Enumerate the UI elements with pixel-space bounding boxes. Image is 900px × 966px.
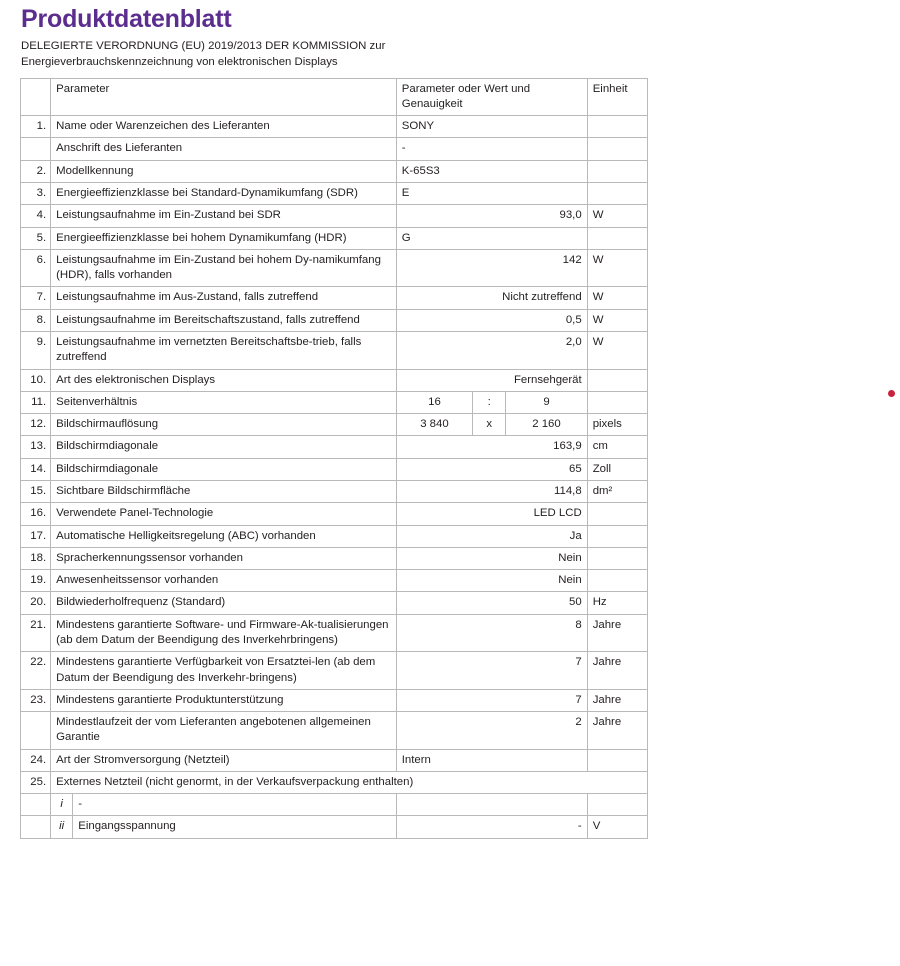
row-value: - (396, 816, 587, 838)
table-row-fullspan (21, 771, 648, 793)
row-parameter: Art des elektronischen Displays (51, 369, 397, 391)
table-row (21, 458, 648, 480)
row-parameter: Mindestens garantierte Software- und Firmware-Ak-tualisierungen (ab dem Datum der Beendigung des Inverkehrbringens) (51, 614, 397, 652)
table-row (21, 749, 648, 771)
row-unit (587, 749, 647, 771)
page-title: Produktdatenblatt (21, 5, 232, 33)
header-parameter: Parameter (51, 78, 397, 116)
table-row (21, 369, 648, 391)
row-value: 0,5 (396, 309, 587, 331)
row-number: 17. (21, 525, 51, 547)
row-number: 4. (21, 205, 51, 227)
row-unit (587, 503, 647, 525)
row-unit: W (587, 205, 647, 227)
row-value: Nicht zutreffend (396, 287, 587, 309)
table-row (21, 138, 648, 160)
row-parameter: Leistungsaufnahme im Ein-Zustand bei SDR (51, 205, 397, 227)
row-number: 22. (21, 652, 51, 690)
row-parameter: Leistungsaufnahme im vernetzten Bereitschaftsbe-trieb, falls zutreffend (51, 332, 397, 370)
table-row (21, 332, 648, 370)
table-row-roman (21, 794, 648, 816)
row-parameter: Automatische Helligkeitsregelung (ABC) vorhanden (51, 525, 397, 547)
subtitle-line-2: Energieverbrauchskennzeichnung von elektronischen Displays (21, 56, 338, 69)
table-header-row (21, 78, 648, 116)
row-number: 10. (21, 369, 51, 391)
row-value: Fernsehgerät (396, 369, 587, 391)
row-value: 163,9 (396, 436, 587, 458)
header-number (21, 78, 51, 116)
row-number: 16. (21, 503, 51, 525)
row-number: 7. (21, 287, 51, 309)
row-unit (587, 227, 647, 249)
row-unit: pixels (587, 414, 647, 436)
table-row-split (21, 391, 648, 413)
row-value: G (396, 227, 587, 249)
row-number: 6. (21, 249, 51, 287)
row-parameter: Leistungsaufnahme im Aus-Zustand, falls zutreffend (51, 287, 397, 309)
row-unit: W (587, 287, 647, 309)
row-number: 20. (21, 592, 51, 614)
product-datasheet-table (20, 78, 648, 839)
row-parameter: Energieeffizienzklasse bei Standard-Dynamikumfang (SDR) (51, 183, 397, 205)
row-parameter: Spracherkennungssensor vorhanden (51, 547, 397, 569)
row-parameter: Mindestlaufzeit der vom Lieferanten angebotenen allgemeinen Garantie (51, 712, 397, 750)
row-unit (587, 138, 647, 160)
row-unit (587, 183, 647, 205)
row-unit (587, 160, 647, 182)
header-unit: Einheit (587, 78, 647, 116)
table-row (21, 227, 648, 249)
row-value: Intern (396, 749, 587, 771)
table-row (21, 183, 648, 205)
row-number: 8. (21, 309, 51, 331)
row-unit: Hz (587, 592, 647, 614)
row-parameter: Leistungsaufnahme im Bereitschaftszustand, falls zutreffend (51, 309, 397, 331)
row-unit: Jahre (587, 712, 647, 750)
row-number: 9. (21, 332, 51, 370)
row-parameter: Bildwiederholfrequenz (Standard) (51, 592, 397, 614)
datasheet (20, 0, 648, 839)
table-row (21, 525, 648, 547)
row-unit: W (587, 332, 647, 370)
row-value: Ja (396, 525, 587, 547)
row-value: 2 (396, 712, 587, 750)
row-parameter: Art der Stromversorgung (Netzteil) (51, 749, 397, 771)
row-parameter: Sichtbare Bildschirmfläche (51, 480, 397, 502)
row-number (21, 816, 51, 838)
page-subtitle (20, 34, 491, 77)
table-row (21, 547, 648, 569)
row-value-b: 2 160 (506, 414, 587, 436)
row-unit (587, 391, 647, 413)
row-number: 25. (21, 771, 51, 793)
red-dot-marker (888, 390, 895, 397)
subtitle-line-1: DELEGIERTE VERORDNUNG (EU) 2019/2013 DER KOMMISSION zur (21, 40, 386, 53)
table-row (21, 614, 648, 652)
row-parameter: Energieeffizienzklasse bei hohem Dynamikumfang (HDR) (51, 227, 397, 249)
row-value: LED LCD (396, 503, 587, 525)
table-row (21, 689, 648, 711)
row-parameter: Bildschirmauflösung (51, 414, 397, 436)
row-value: SONY (396, 116, 587, 138)
row-fullspan-text: Externes Netzteil (nicht genormt, in der Verkaufsverpackung enthalten) (51, 771, 648, 793)
row-value: 50 (396, 592, 587, 614)
row-parameter: Anschrift des Lieferanten (51, 138, 397, 160)
table-row (21, 652, 648, 690)
row-number (21, 138, 51, 160)
row-number: 5. (21, 227, 51, 249)
table-row (21, 480, 648, 502)
table-row-split (21, 414, 648, 436)
row-number (21, 794, 51, 816)
row-parameter: Name oder Warenzeichen des Lieferanten (51, 116, 397, 138)
row-value-a: 16 (396, 391, 472, 413)
row-parameter: Seitenverhältnis (51, 391, 397, 413)
row-unit (587, 570, 647, 592)
row-value (396, 794, 587, 816)
row-number: 19. (21, 570, 51, 592)
row-parameter: Verwendete Panel-Technologie (51, 503, 397, 525)
row-unit: Jahre (587, 614, 647, 652)
table-row (21, 436, 648, 458)
table-row-roman (21, 816, 648, 838)
row-unit: W (587, 309, 647, 331)
row-value: 142 (396, 249, 587, 287)
row-unit (587, 369, 647, 391)
row-value: 2,0 (396, 332, 587, 370)
row-number: 21. (21, 614, 51, 652)
row-parameter: Modellkennung (51, 160, 397, 182)
row-value: Nein (396, 570, 587, 592)
row-roman-numeral: ii (51, 816, 73, 838)
row-number: 12. (21, 414, 51, 436)
row-value: Nein (396, 547, 587, 569)
row-parameter: Mindestens garantierte Verfügbarkeit von Ersatztei-len (ab dem Datum der Beendigung des Inverkehr-bringens) (51, 652, 397, 690)
row-number: 23. (21, 689, 51, 711)
row-parameter: Leistungsaufnahme im Ein-Zustand bei hohem Dy-namikumfang (HDR), falls vorhanden (51, 249, 397, 287)
row-number: 14. (21, 458, 51, 480)
row-value-operator: : (473, 391, 506, 413)
table-row (21, 712, 648, 750)
header-value: Parameter oder Wert und Genauigkeit (396, 78, 587, 116)
row-parameter: Bildschirmdiagonale (51, 458, 397, 480)
row-number: 15. (21, 480, 51, 502)
row-number: 18. (21, 547, 51, 569)
table-row (21, 309, 648, 331)
row-number: 3. (21, 183, 51, 205)
row-value: 93,0 (396, 205, 587, 227)
row-value: 7 (396, 652, 587, 690)
table-row (21, 205, 648, 227)
row-value: E (396, 183, 587, 205)
row-unit (587, 547, 647, 569)
row-parameter: Eingangsspannung (73, 816, 397, 838)
row-parameter: - (73, 794, 397, 816)
row-unit: Jahre (587, 689, 647, 711)
row-number: 1. (21, 116, 51, 138)
row-value-a: 3 840 (396, 414, 472, 436)
row-value: 114,8 (396, 480, 587, 502)
row-number: 24. (21, 749, 51, 771)
row-unit (587, 525, 647, 547)
row-unit (587, 794, 647, 816)
row-value-operator: x (473, 414, 506, 436)
row-unit (587, 116, 647, 138)
row-value: K-65S3 (396, 160, 587, 182)
row-value: 65 (396, 458, 587, 480)
row-value: - (396, 138, 587, 160)
row-parameter: Mindestens garantierte Produktunterstützung (51, 689, 397, 711)
row-unit: W (587, 249, 647, 287)
row-value-b: 9 (506, 391, 587, 413)
row-unit: cm (587, 436, 647, 458)
row-value: 8 (396, 614, 587, 652)
row-number: 2. (21, 160, 51, 182)
table-row (21, 116, 648, 138)
table-row (21, 160, 648, 182)
row-roman-numeral: i (51, 794, 73, 816)
row-value: 7 (396, 689, 587, 711)
row-parameter: Bildschirmdiagonale (51, 436, 397, 458)
table-row (21, 503, 648, 525)
row-unit: dm² (587, 480, 647, 502)
table-row (21, 287, 648, 309)
row-unit: V (587, 816, 647, 838)
row-number (21, 712, 51, 750)
row-unit: Jahre (587, 652, 647, 690)
row-number: 13. (21, 436, 51, 458)
table-row (21, 592, 648, 614)
table-row (21, 249, 648, 287)
row-unit: Zoll (587, 458, 647, 480)
row-parameter: Anwesenheitssensor vorhanden (51, 570, 397, 592)
table-row (21, 570, 648, 592)
row-number: 11. (21, 391, 51, 413)
